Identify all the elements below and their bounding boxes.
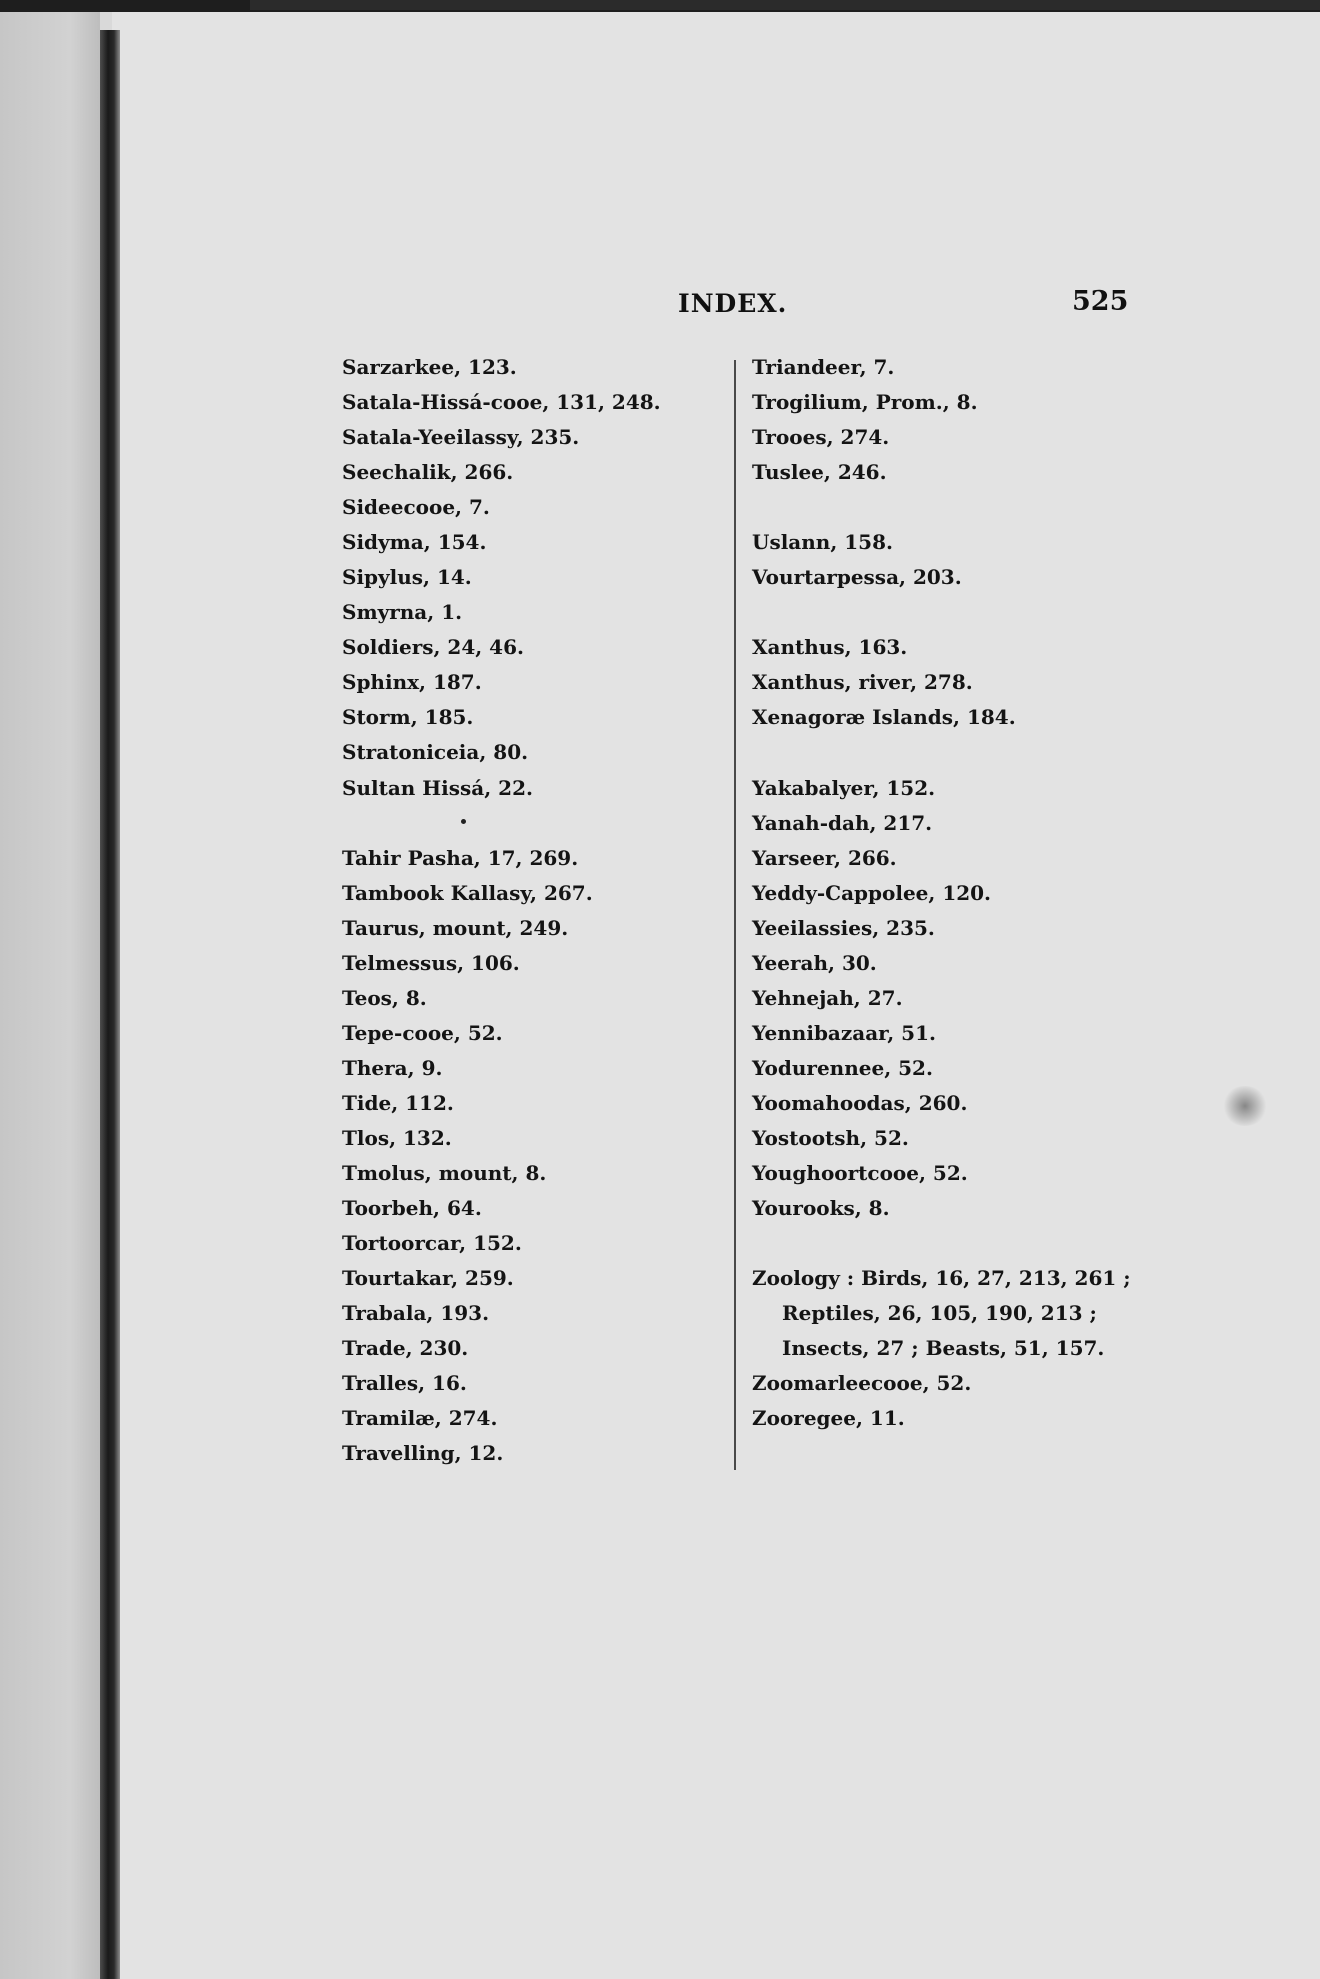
index-entry: Tambook Kallasy, 267.	[342, 881, 593, 905]
index-entry: Travelling, 12.	[342, 1441, 504, 1465]
index-entry: Tuslee, 246.	[752, 460, 887, 484]
index-entry: Yeerah, 30.	[752, 951, 877, 975]
index-entry: Trade, 230.	[342, 1336, 469, 1360]
index-entry: Trogilium, Prom., 8.	[752, 390, 978, 414]
page-title: INDEX.	[678, 289, 788, 318]
index-entry: Tahir Pasha, 17, 269.	[342, 846, 579, 870]
index-entry: Xanthus, river, 278.	[752, 670, 973, 694]
index-entry: Sideecooe, 7.	[342, 495, 490, 519]
index-entry: Zooregee, 11.	[752, 1406, 905, 1430]
column-divider	[734, 360, 736, 1470]
index-entry: Yennibazaar, 51.	[752, 1021, 936, 1045]
index-entry: Yanah-dah, 217.	[752, 811, 933, 835]
facing-page-edge	[0, 12, 100, 1979]
index-entry: Tide, 112.	[342, 1091, 454, 1115]
index-entry: Yeeilassies, 235.	[752, 916, 935, 940]
index-entry: Zoology : Birds, 16, 27, 213, 261 ;	[752, 1266, 1131, 1290]
index-entry: Tmolus, mount, 8.	[342, 1161, 547, 1185]
index-entry: Storm, 185.	[342, 705, 474, 729]
index-entry: Trabala, 193.	[342, 1301, 490, 1325]
index-entry: Yehnejah, 27.	[752, 986, 903, 1010]
index-entry: Thera, 9.	[342, 1056, 443, 1080]
index-entry: Xenagoræ Islands, 184.	[752, 705, 1016, 729]
index-entry: Yodurennee, 52.	[752, 1056, 933, 1080]
index-entry: Tepe-cooe, 52.	[342, 1021, 503, 1045]
index-entry: Yeddy-Cappolee, 120.	[752, 881, 992, 905]
index-entry: Soldiers, 24, 46.	[342, 635, 524, 659]
index-entry: Taurus, mount, 249.	[342, 916, 569, 940]
index-entry: Tourtakar, 259.	[342, 1266, 514, 1290]
index-entry: Yostootsh, 52.	[752, 1126, 909, 1150]
page-smudge	[1222, 1086, 1268, 1126]
ink-dot	[461, 819, 466, 824]
index-entry: Tortoorcar, 152.	[342, 1231, 522, 1255]
index-entry: Zoomarleecooe, 52.	[752, 1371, 972, 1395]
index-entry: Satala-Yeeilassy, 235.	[342, 425, 580, 449]
index-entry: Telmessus, 106.	[342, 951, 520, 975]
index-entry: Seechalik, 266.	[342, 460, 514, 484]
index-entry: Xanthus, 163.	[752, 635, 908, 659]
index-entry: Teos, 8.	[342, 986, 427, 1010]
book-spine	[100, 30, 120, 1979]
index-entry: Sidyma, 154.	[342, 530, 487, 554]
index-entry: Satala-Hissá-cooe, 131, 248.	[342, 390, 661, 414]
index-entry: Uslann, 158.	[752, 530, 893, 554]
page-number: 525	[1072, 286, 1129, 317]
index-entry: Yakabalyer, 152.	[752, 776, 936, 800]
index-entry: Sarzarkee, 123.	[342, 355, 517, 379]
index-entry-continuation: Reptiles, 26, 105, 190, 213 ;	[782, 1301, 1097, 1325]
index-entry: Yoomahoodas, 260.	[752, 1091, 968, 1115]
index-entry: Sphinx, 187.	[342, 670, 482, 694]
index-entry: Sipylus, 14.	[342, 565, 472, 589]
index-entry: Stratoniceia, 80.	[342, 740, 529, 764]
book-top-edge	[0, 0, 1320, 12]
index-entry: Tralles, 16.	[342, 1371, 467, 1395]
index-entry: Youghoortcooe, 52.	[752, 1161, 968, 1185]
index-entry: Trooes, 274.	[752, 425, 890, 449]
index-entry: Toorbeh, 64.	[342, 1196, 482, 1220]
index-entry: Vourtarpessa, 203.	[752, 565, 962, 589]
index-entry: Tramilæ, 274.	[342, 1406, 498, 1430]
index-entry: Tlos, 132.	[342, 1126, 452, 1150]
index-entry: Yourooks, 8.	[752, 1196, 890, 1220]
index-entry: Triandeer, 7.	[752, 355, 895, 379]
index-entry: Smyrna, 1.	[342, 600, 463, 624]
index-entry-continuation: Insects, 27 ; Beasts, 51, 157.	[782, 1336, 1105, 1360]
index-entry: Sultan Hissá, 22.	[342, 776, 533, 800]
index-entry: Yarseer, 266.	[752, 846, 897, 870]
